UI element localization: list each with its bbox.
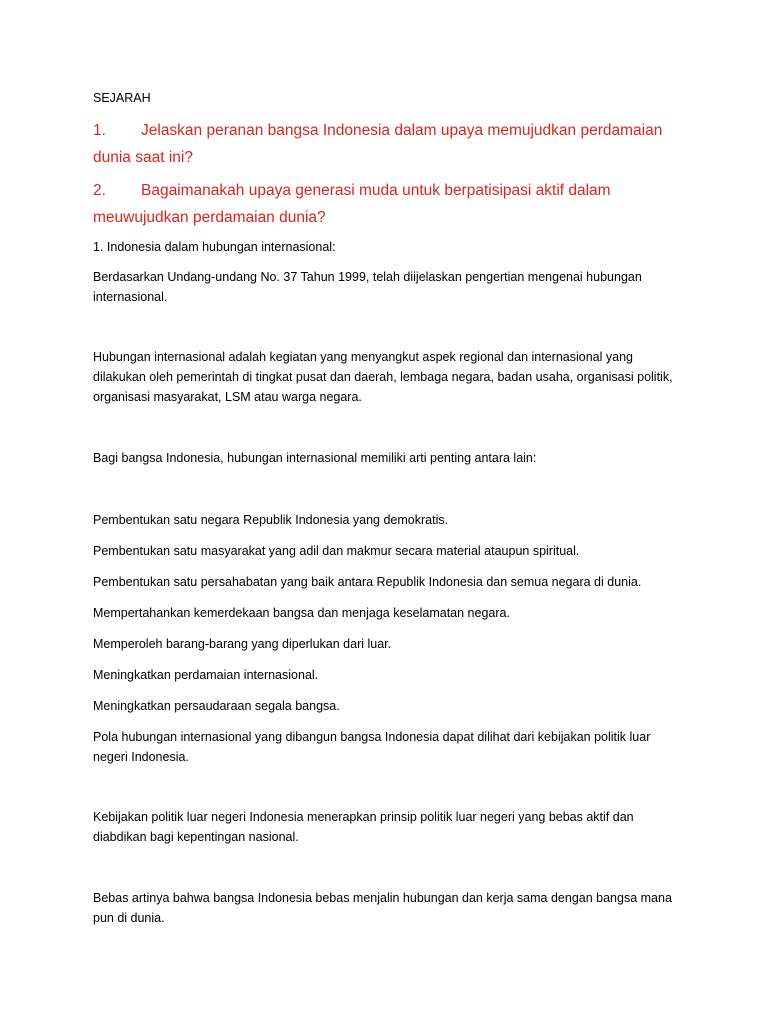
list-item: Pembentukan satu negara Republik Indonesia yang demokratis. [93,513,449,527]
paragraph-definition: Hubungan internasional adalah kegiatan yang menyangkut aspek regional dan internasional yang dilakukan oleh pemerintah di tingkat pusat dan daerah, lembaga negara, badan usaha, organisasi politik, organisasi masyarakat, LSM atau warga negara. [93,350,673,404]
document-heading: SEJARAH [93,91,151,105]
list-item: Pembentukan satu persahabatan yang baik antara Republik Indonesia dan semua negara di dunia. [93,575,642,589]
list-item: Meningkatkan persaudaraan segala bangsa. [93,699,340,713]
list-item: Pembentukan satu masyarakat yang adil dan makmur secara material ataupun spiritual. [93,544,580,558]
question-2-text: Bagaimanakah upaya generasi muda untuk berpatisipasi aktif dalam meuwujudkan perdamaian dunia? [93,182,611,226]
question-1-number: 1. [93,122,106,139]
question-2 [93,177,693,231]
list-item: Mempertahankan kemerdekaan bangsa dan menjaga keselamatan negara. [93,606,510,620]
paragraph-free-definition: Bebas artinya bahwa bangsa Indonesia bebas menjalin hubungan dan kerja sama dengan bangsa mana pun di dunia. [93,891,672,925]
paragraph-free-active-policy: Kebijakan politik luar negeri Indonesia menerapkan prinsip politik luar negeri yang bebas aktif dan diabdikan bagi kepentingan nasional. [93,810,634,844]
question-2-number: 2. [93,182,106,199]
question-1 [93,117,693,171]
list-item: Memperoleh barang-barang yang diperlukan dari luar. [93,637,392,651]
list-item: Meningkatkan perdamaian internasional. [93,668,319,682]
paragraph-definition-source: Berdasarkan Undang-undang No. 37 Tahun 1999, telah diijelaskan pengertian mengenai hubungan internasional. [93,270,642,304]
paragraph-importance-intro: Bagi bangsa Indonesia, hubungan internasional memiliki arti penting antara lain: [93,451,537,465]
question-1-text: Jelaskan peranan bangsa Indonesia dalam upaya memujudkan perdamaian dunia saat ini? [93,122,663,166]
paragraph-foreign-policy-pattern: Pola hubungan internasional yang dibangun bangsa Indonesia dapat dilihat dari kebijakan politik luar negeri Indonesia. [93,730,651,764]
answer-heading: 1. Indonesia dalam hubungan internasional: [93,240,336,254]
